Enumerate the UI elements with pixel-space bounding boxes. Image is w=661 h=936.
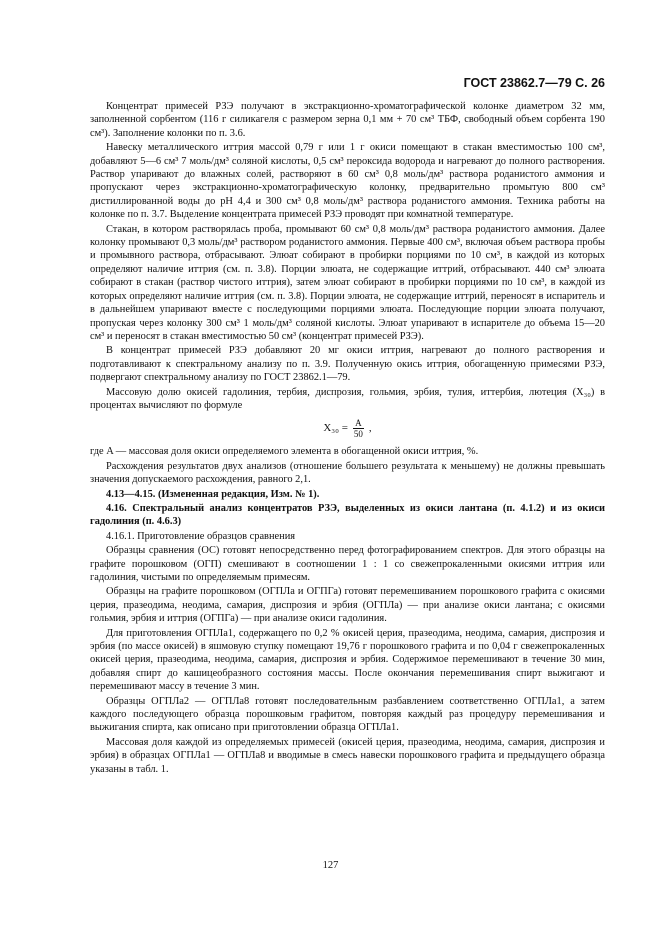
paragraph: где A — массовая доля окиси определяемого элемента в обогащенной окиси иттрия, %.: [90, 446, 479, 458]
paragraph: Образцы на графите порошковом (ОГПЛа и ОГПГа) готовят перемешиванием порошкового графита с окисями церия, празеодима, неодима, самария, диспрозия и эрбия (ОГПЛа) — при анализе окиси лантана; с окисями гольмия, эрбия и иттрия (ОГПГа) — при анализе окиси гадолиния.: [90, 586, 605, 625]
formula-tail: ,: [368, 422, 372, 435]
paragraph: Массовая доля каждой из определяемых примесей (окисей церия, празеодима, неодима, самария, диспрозия и эрбия) в образцах ОГПЛа1 — ОГПЛа8 и вводимые в смесь навески порошкового графита и предыдущего образца указаны в табл. 1.: [90, 736, 605, 775]
amendment-note: 4.13—4.15. (Измененная редакция, Изм. № 1).: [106, 488, 320, 500]
formula-numerator: A: [355, 418, 362, 429]
formula-denominator: 50: [353, 429, 363, 440]
paragraph: Образцы ОГПЛа2 — ОГПЛа8 готовят последовательным разбавлением соответственно ОГПЛа1, а затем каждого последующего образца порошковым графитом, повторяя каждый раз процедуру перемешивания и выжигания спирта, как описано при приготовлении образца ОГПЛа1.: [90, 695, 605, 734]
paragraph: Образцы сравнения (ОС) готовят непосредственно перед фотографированием спектров. Для этого образцы на графите порошковом (ОГП) смешивают в соотношении 1 : 1 со свежепрокаленными окисями иттрия или гадолиния, чистыми по определяемым примесям.: [90, 545, 605, 583]
formula-fraction: [352, 418, 365, 439]
document-body: [90, 100, 605, 777]
formula: [90, 418, 605, 439]
page-number: 127: [322, 860, 339, 871]
paragraph: Расхождения результатов двух анализов (отношение большего результата к меньшему) не должны превышать значения допускаемого расхождения, равного 2,1.: [90, 460, 605, 486]
formula-lhs: X₃₀ =: [323, 422, 348, 435]
section-heading: 4.16. Спектральный анализ концентратов РЗЭ, выделенных из окиси лантана (п. 4.1.2) и из окиси гадолиния (п. 4.6.3): [90, 502, 605, 528]
document-header: ГОСТ 23862.7—79 С. 26: [463, 76, 605, 90]
paragraph: Массовую долю окисей гадолиния, тербия, диспрозия, гольмия, эрбия, тулия, иттербия, лютеция (X₃₀) в процентах вычисляют по формуле: [90, 386, 605, 411]
paragraph: В концентрат примесей РЗЭ добавляют 20 мг окиси иттрия, нагревают до полного растворения и подготавливают к спектральному анализу по п. 3.9. Полученную окись иттрия, обогащенную примесями РЗЭ, подвергают спектральному анализу по ГОСТ 23862.1—79.: [90, 345, 605, 384]
paragraph: Стакан, в котором растворялась проба, промывают 60 см³ 0,8 моль/дм³ раствора роданистого аммония. Далее колонку промывают 0,3 моль/дм³ раствором роданистого аммония. Первые 400 см³, включая объем раствора пробы и промывного раствора, отбрасывают. Элюат собирают в пробирки порциями по 10 см³, в каждой из которых определяют наличие иттрия (см. п. 3.8). Порции элюата, не содержащие иттрий, отбрасывают. 440 см³ элюата собирают в стакан (раствор чистого иттрия), затем элюат собирают в пробирки порциями по 10 см³, в каждой из которых определяют наличие иттрия (см. п. 3.8). Порции элюата, не содержащие иттрий, переносят в испаритель и в дальнейшем упаривают вместе с последующими порциями элюата. Последующие порции элюата получают, пропуская через колонку 300 см³ 1 моль/дм³ соляной кислоты. Элюат упаривают в испарителе до объема 15—20 см³ и переносят в стакан вместимостью 50 см³ (концентрат примесей РЗЭ).: [90, 223, 605, 342]
paragraph: Для приготовления ОГПЛа1, содержащего по 0,2 % окисей церия, празеодима, неодима, самария, диспрозия и эрбия (по массе окисей) в яшмовую ступку помещают 19,76 г порошкового графита и по 0,04 г свежепрокаленных окисей церия, празеодима, неодима, самария, диспрозия и эрбия. Содержимое перемешивают в течение 30 мин, добавляя спирт до кашицеобразного состояния массы. После окончания перемешивания спирт выжигают и перемешивают массу в течение 3 мин.: [90, 627, 605, 693]
paragraph: Навеску металлического иттрия массой 0,79 г или 1 г окиси помещают в стакан вместимостью 100 см³, добавляют 5—6 см³ 7 моль/дм³ соляной кислоты, 0,5 см³ пероксида водорода и нагревают до полного растворения. Раствор упаривают до влажных солей, растворяют в 60 см³ 0,8 моль/дм³ раствора роданистого аммония и пропускают через экстракционно-хроматографическую колонку, предварительно промытую 800 см³ дистиллированной воды до pH 4,4 и 300 см³ 0,8 моль/дм³ раствора роданистого аммония. Техника работы на колонке по п. 3.7. Выделение концентрата примесей РЗЭ проводят при комнатной температуре.: [90, 142, 605, 221]
subsection-heading: 4.16.1. Приготовление образцов сравнения: [106, 530, 296, 542]
paragraph: Концентрат примесей РЗЭ получают в экстракционно-хроматографической колонке диаметром 32 мм, заполненной сорбентом (116 г силикагеля с размером зерна 0,1 мм + 70 см³ ТБФ, свободный объем сорбента 190 см³). Заполнение колонки по п. 3.6.: [90, 101, 605, 139]
